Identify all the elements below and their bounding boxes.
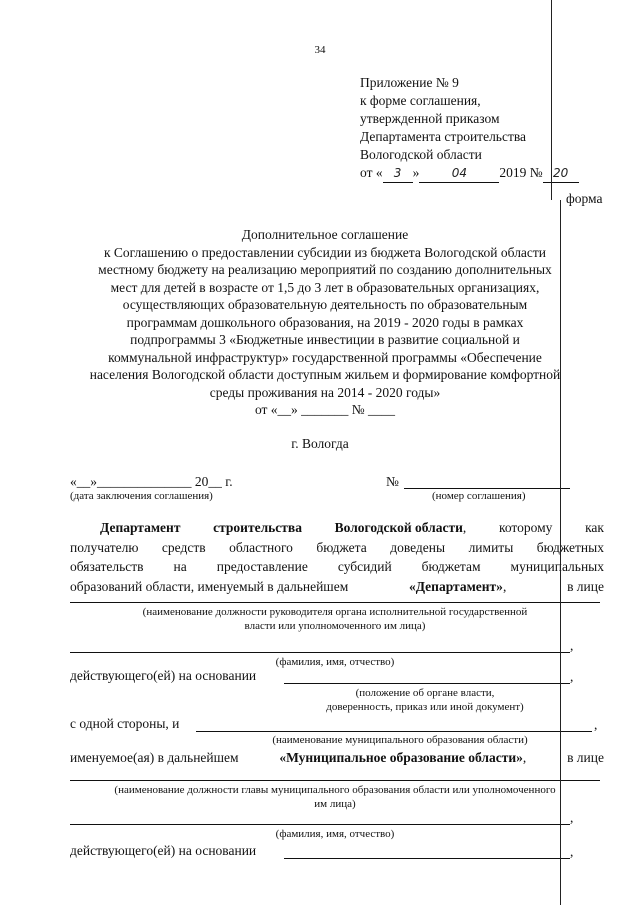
word-departament-quoted: «Департамент»	[408, 578, 503, 594]
paragraph-department: Департамент строительства Вологодской области, которому как получателю средств областного бюджета доведены лимиты бюджетных обязательств на предоставление субсидий бюджетам муниципальных образований области, именуемый в дальнейшем «Департамент», в лице	[70, 520, 604, 594]
day-handwritten: 3	[393, 166, 402, 180]
acting-basis-underline	[284, 683, 570, 684]
caption-fio: (фамилия, имя, отчество)	[275, 656, 395, 668]
municipal-name-underline	[196, 731, 592, 732]
title-line-2: к Соглашению о предоставлении субсидии из бюджета Вологодской области	[103, 244, 547, 260]
named-municipal-line: именуемое(ая) в дальнейшем «Муниципальное образование области», в лице	[70, 750, 604, 765]
head-official-underline	[70, 602, 600, 603]
number-underline	[404, 488, 570, 489]
scan-line-lower	[560, 200, 561, 905]
forma-label: форма	[566, 191, 603, 206]
appendix-line-1: Приложение № 9	[360, 75, 459, 90]
word-municipal-quoted: «Муниципальное образование области»	[279, 750, 523, 765]
month-handwritten: 04	[451, 166, 467, 180]
word-which: которому	[498, 520, 553, 535]
fio2-underline	[70, 824, 570, 825]
appendix-block	[360, 74, 579, 183]
number-caption: (номер соглашения)	[432, 490, 526, 502]
number-label: №	[386, 474, 399, 489]
title-line-5: осуществляющих образовательную деятельность по образовательным	[122, 297, 528, 312]
title-line-11: от «__» _______ № ____	[254, 402, 396, 417]
acting-basis2-label: действующего(ей) на основании	[70, 843, 257, 858]
title-line-3: местному бюджету на реализацию мероприятий по созданию дополнительных	[98, 262, 552, 277]
date-mid: »	[412, 165, 420, 180]
title-line-9: населения Вологодской области доступным жильем и формирование комфортной	[89, 367, 561, 382]
title-line-7: подпрограммы 3 «Бюджетные инвестиции в развитие социальной и	[130, 332, 520, 347]
page-number: 34	[314, 44, 326, 56]
order-no-field	[543, 164, 579, 183]
month-field	[419, 164, 499, 183]
order-no-handwritten: 20	[552, 166, 569, 180]
caption-basis: (положение об органе власти, доверенность, приказ или иной документ)	[326, 687, 524, 713]
appendix-line-5: Вологодской области	[360, 147, 482, 162]
title-line-1: Дополнительное соглашение	[241, 227, 409, 242]
one-side-label: с одной стороны, и	[70, 716, 180, 731]
caption-head-official: (наименование должности руководителя органа исполнительной государственной власти или уполномоченного им лица)	[142, 606, 528, 632]
caption-municipal-name: (наименование муниципального образования области)	[272, 734, 528, 746]
year-text: 2019 №	[499, 165, 543, 180]
title-line-6: программам дошкольного образования, на 2019 - 2020 годы в рамках	[126, 314, 524, 330]
caption-mun-head: (наименование должности главы муниципального образования области или уполномоченного им лица)	[114, 784, 556, 810]
document-title	[60, 226, 590, 419]
city: г. Вологда	[291, 436, 349, 451]
day-field	[383, 164, 413, 183]
date-field: «__»______________ 20__ г.	[70, 474, 233, 489]
appendix-line-3: утвержденной приказом	[360, 111, 500, 126]
word-construction: строительства	[213, 520, 302, 535]
word-vologda-region: Вологодской области	[334, 520, 463, 535]
appendix-line-2: к форме соглашения,	[360, 93, 481, 108]
title-line-8: коммунальной инфраструктур» государственной программы «Обеспечение	[108, 349, 542, 365]
title-line-4: мест для детей в возрасте от 1,5 до 3 лет в образовательных организациях,	[110, 279, 540, 295]
word-department: Департамент	[100, 520, 181, 535]
title-line-10: среды проживания на 2014 - 2020 годы»	[209, 384, 441, 400]
appendix-line-4: Департамента строительства	[360, 129, 527, 144]
appendix-date-line	[360, 164, 579, 183]
scan-line-upper	[551, 0, 552, 200]
acting-basis2-underline	[284, 858, 570, 859]
acting-basis-label: действующего(ей) на основании	[70, 668, 257, 683]
date-caption: (дата заключения соглашения)	[70, 490, 213, 502]
date-prefix: от «	[360, 165, 383, 180]
mun-head-underline	[70, 780, 600, 781]
caption-fio2: (фамилия, имя, отчество)	[275, 828, 395, 840]
word-as: как	[585, 520, 604, 535]
fio-underline	[70, 652, 570, 653]
